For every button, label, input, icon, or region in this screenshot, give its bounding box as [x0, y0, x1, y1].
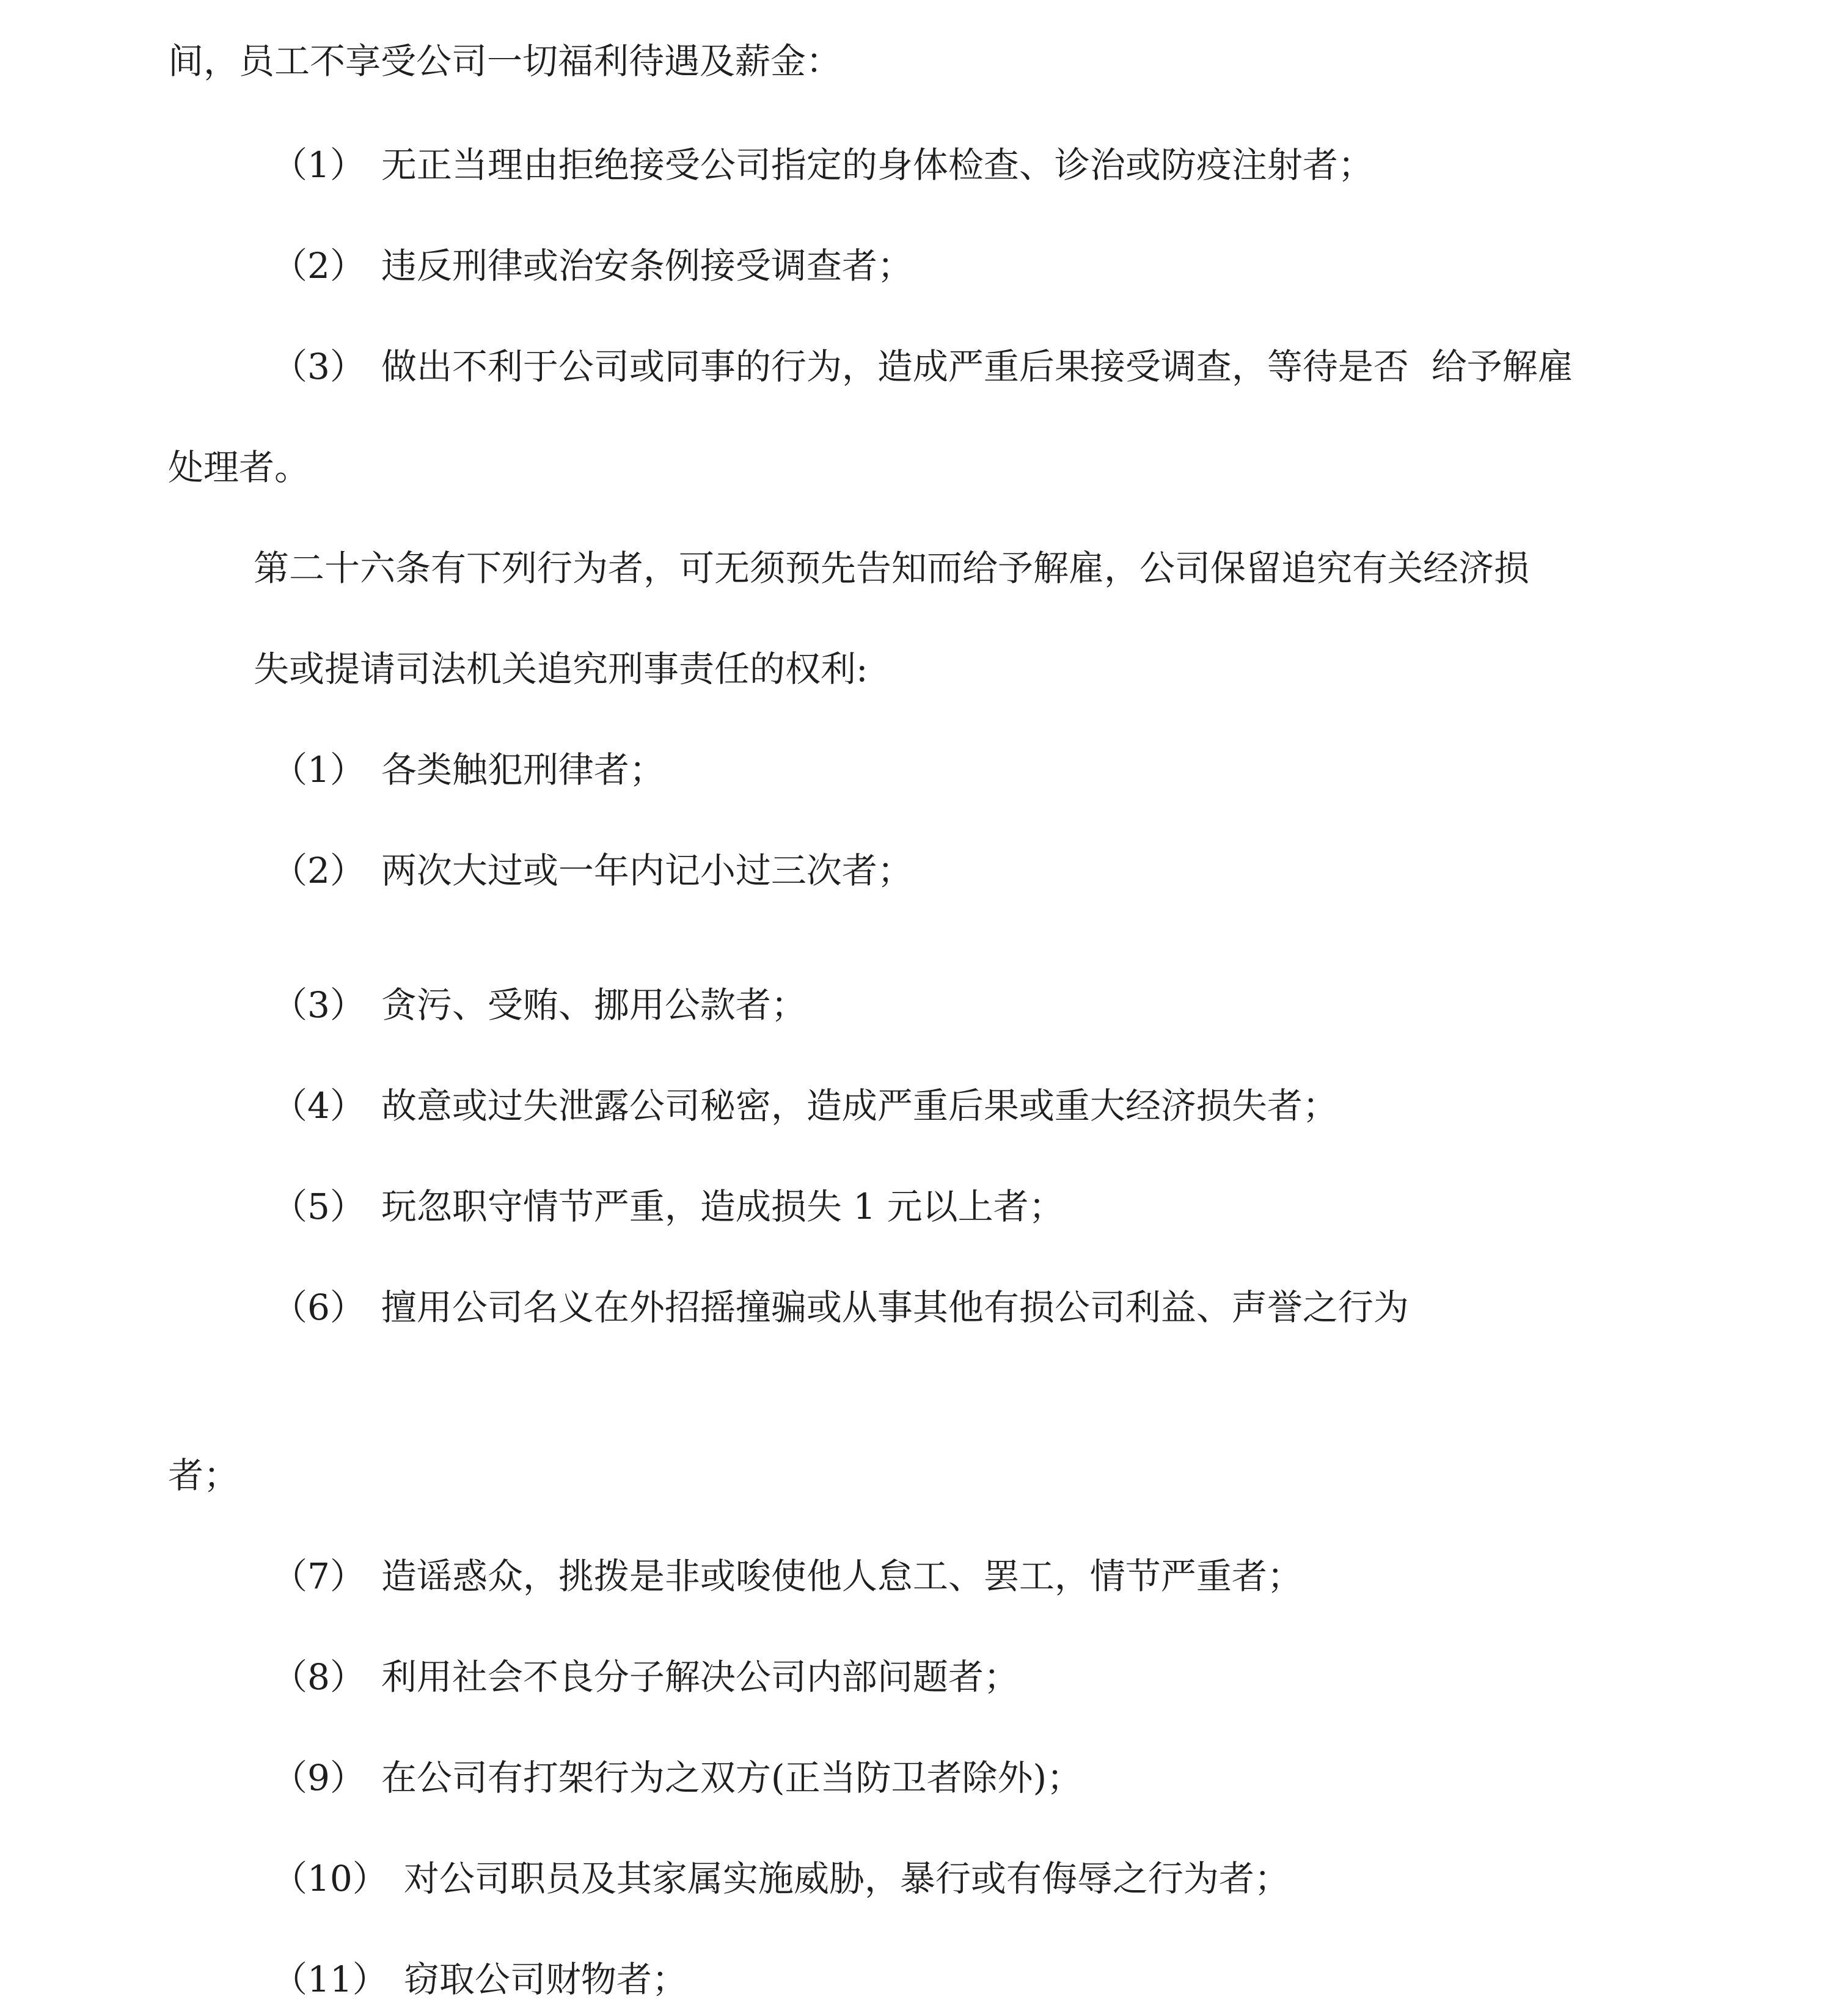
list-text: 玩忽职守情节严重，造成损失 1 元以上者； — [381, 1186, 1064, 1227]
list-item-b2 — [272, 846, 913, 895]
list-item-c11 — [272, 1955, 687, 2004]
list-text: 造谣惑众，挑拨是非或唆使他人怠工、罢工，情节严重者； — [381, 1555, 1303, 1597]
list-text: 两次大过或一年内记小过三次者； — [381, 850, 913, 891]
list-item-b1 — [272, 745, 665, 794]
list-text: 无正当理由拒绝接受公司指定的身体检查、诊治或防疫注射者； — [381, 144, 1373, 186]
list-number: （10） — [272, 1858, 388, 1899]
list-number: （3） — [272, 346, 365, 387]
list-number: （9） — [272, 1757, 365, 1799]
list-item-a1 — [272, 141, 1373, 189]
list-item-c7 — [272, 1552, 1303, 1601]
article-26-line1: 第二十六条有下列行为者，可无须预先告知而给予解雇，公司保留追究有关经济损 — [254, 547, 1530, 589]
list-number: （5） — [272, 1186, 365, 1227]
list-number: （2） — [272, 850, 365, 891]
list-text: 窃取公司财物者； — [403, 1959, 687, 2000]
list-item-b4 — [272, 1081, 1338, 1130]
list-item-c9 — [272, 1753, 1082, 1802]
list-number: （3） — [272, 984, 365, 1026]
list-number: （11） — [272, 1959, 388, 2000]
list-item-c8 — [272, 1653, 1019, 1701]
article-26-line2: 失或提请司法机关追究刑事责任的权利: — [254, 648, 868, 690]
list-text: 擅用公司名义在外招摇撞骗或从事其他有损公司利益、声誉之行为 — [381, 1287, 1409, 1328]
list-text: 做出不利于公司或同事的行为，造成严重后果接受调查，等待是否 给予解雇 — [381, 346, 1573, 387]
list-item-c10 — [272, 1854, 1290, 1903]
list-item-b6 — [272, 1283, 1409, 1332]
list-number: （4） — [272, 1085, 365, 1127]
list-text: 违反刑律或治安条例接受调查者； — [381, 245, 913, 287]
list-item-a2 — [272, 241, 913, 290]
paragraph-continuation: 者； — [168, 1455, 240, 1496]
list-text: 各类触犯刑律者； — [381, 749, 665, 791]
list-text: 故意或过失泄露公司秘密，造成严重后果或重大经济损失者； — [381, 1085, 1338, 1127]
list-item-a3 — [272, 342, 1573, 391]
list-number: （1） — [272, 144, 365, 186]
list-number: （7） — [272, 1555, 365, 1597]
list-number: （2） — [272, 245, 365, 287]
list-number: （1） — [272, 749, 365, 791]
list-number: （8） — [272, 1656, 365, 1698]
list-number: （6） — [272, 1287, 365, 1328]
list-item-b5 — [272, 1182, 1064, 1231]
list-text: 对公司职员及其家属实施威胁，暴行或有侮辱之行为者； — [403, 1858, 1290, 1899]
list-text: 在公司有打架行为之双方(正当防卫者除外)； — [381, 1757, 1083, 1799]
paragraph-continuation: 处理者。 — [168, 447, 310, 488]
paragraph-intro-tail: 间，员工不享受公司一切福利待遇及薪金： — [168, 40, 842, 82]
list-text: 贪污、受贿、挪用公款者； — [381, 984, 806, 1026]
list-text: 利用社会不良分子解决公司内部问题者； — [381, 1656, 1019, 1698]
list-item-b3 — [272, 981, 806, 1029]
